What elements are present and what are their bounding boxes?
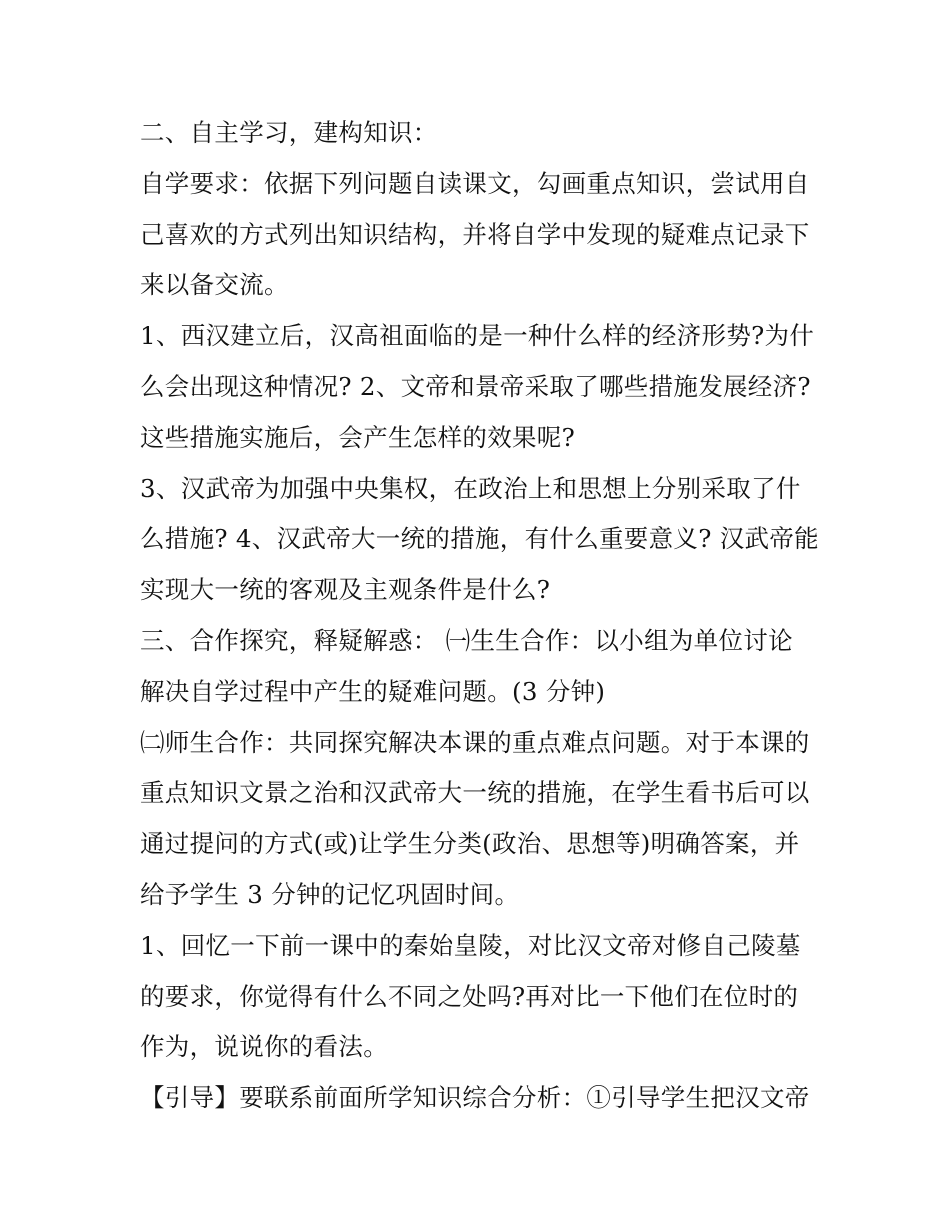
paragraph-line: 解决自学过程中产生的疑难问题。(3 分钟) — [140, 676, 606, 706]
guidance-line: 【引导】要联系前面所学知识综合分析：①引导学生把汉文帝 — [140, 1083, 810, 1113]
section-heading-cooperation: 三、合作探究，释疑解惑： ㈠生生合作：以小组为单位讨论 — [140, 625, 793, 655]
question-line: 1、回忆一下前一课中的秦始皇陵，对比汉文帝对修自己陵墓 — [140, 930, 801, 960]
question-line: 1、西汉建立后，汉高祖面临的是一种什么样的经济形势?为什 — [140, 321, 815, 351]
question-line: 作为，说说你的看法。 — [140, 1032, 388, 1062]
question-line: 么措施? 4、汉武帝大一统的措施，有什么重要意义? 汉武帝能 — [140, 524, 819, 554]
paragraph-line: 重点知识文景之治和汉武帝大一统的措施，在学生看书后可以 — [140, 778, 810, 808]
document-body — [140, 108, 820, 1124]
paragraph-line: 给予学生 3 分钟的记忆巩固时间。 — [140, 879, 520, 909]
section-heading-self-study: 二、自主学习，建构知识： — [140, 118, 438, 147]
paragraph-line: 来以备交流。 — [140, 270, 289, 300]
question-line: 3、汉武帝为加强中央集权，在政治上和思想上分别采取了什 — [140, 473, 801, 503]
paragraph-line: ㈡师生合作：共同探究解决本课的重点难点问题。对于本课的 — [140, 727, 810, 757]
question-line: 这些措施实施后，会产生怎样的效果呢? — [140, 422, 576, 452]
question-line: 实现大一统的客观及主观条件是什么? — [140, 575, 551, 605]
question-line: 么会出现这种情况? 2、文帝和景帝采取了哪些措施发展经济? — [140, 371, 811, 401]
paragraph-line: 自学要求：依据下列问题自读课文，勾画重点知识，尝试用自 — [140, 168, 810, 198]
question-line: 的要求，你觉得有什么不同之处吗?再对比一下他们在位时的 — [140, 981, 799, 1011]
paragraph-line: 己喜欢的方式列出知识结构，并将自学中发现的疑难点记录下 — [140, 219, 810, 249]
paragraph-line: 通过提问的方式(或)让学生分类(政治、思想等)明确答案，并 — [140, 829, 800, 859]
